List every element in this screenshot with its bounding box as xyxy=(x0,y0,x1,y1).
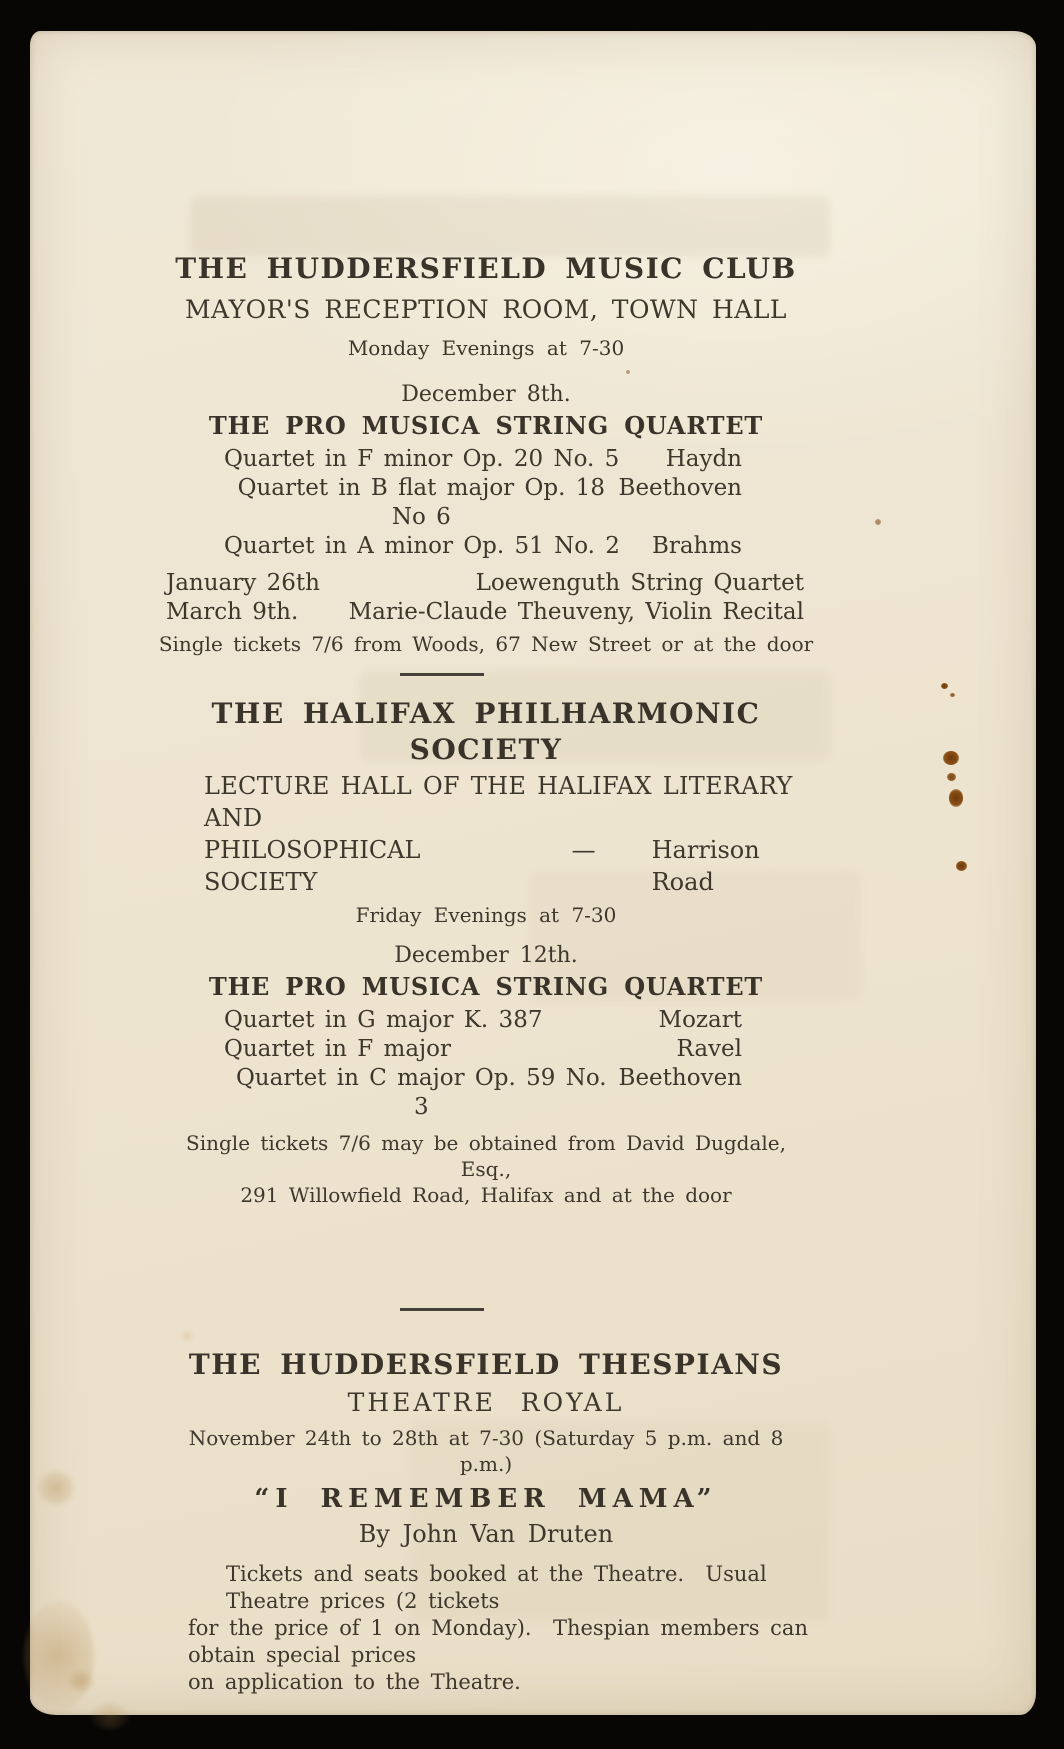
stain xyxy=(90,1703,130,1729)
philharmonic-venue-line1: LECTURE HALL OF THE HALIFAX LITERARY AND xyxy=(204,772,793,832)
work-title: Quartet in B flat major Op. 18 No 6 xyxy=(237,475,605,530)
philharmonic-event-date: December 12th. xyxy=(394,943,578,968)
music-club-programme xyxy=(158,445,814,561)
foxing-spot xyxy=(956,861,967,871)
upcoming-row xyxy=(166,598,804,627)
note-line: on application to the Theatre. xyxy=(188,1670,521,1694)
music-club-schedule: Monday Evenings at 7-30 xyxy=(347,336,625,360)
thespians-venue: THEATRE ROYAL xyxy=(347,1388,625,1417)
upcoming-date: January 26th xyxy=(166,570,320,596)
programme-row xyxy=(224,1006,742,1035)
upcoming-event: Loewenguth String Quartet xyxy=(475,570,804,596)
foxing-spot xyxy=(943,751,959,765)
philharmonic-schedule: Friday Evenings at 7-30 xyxy=(355,903,617,927)
philharmonic-venue-name: PHILOSOPHICAL SOCIETY xyxy=(204,836,421,896)
foxing-spot xyxy=(875,519,881,525)
work-title: Quartet in F major xyxy=(224,1036,452,1062)
philharmonic-section xyxy=(158,696,814,1208)
music-club-upcoming xyxy=(158,569,814,627)
em-dash: — xyxy=(571,836,596,864)
composer-name: Ravel xyxy=(676,1036,742,1062)
thespians-title: THE HUDDERSFIELD THESPIANS xyxy=(188,1348,784,1381)
play-author: By John Van Druten xyxy=(358,1520,614,1548)
philharmonic-venue-location: Harrison Road xyxy=(651,836,760,896)
thespians-dates: November 24th to 28th at 7-30 (Saturday 5 p.m. and 8 p.m.) xyxy=(188,1426,784,1476)
stain xyxy=(68,1671,94,1691)
play-title: “I REMEMBER MAMA” xyxy=(254,1484,718,1514)
philharmonic-tickets-line2: 291 Willowfield Road, Halifax and at the door xyxy=(240,1183,732,1207)
programme-row xyxy=(224,445,742,474)
composer-name: Haydn xyxy=(665,446,742,472)
philharmonic-event-title: THE PRO MUSICA STRING QUARTET xyxy=(208,972,764,1001)
music-club-title: THE HUDDERSFIELD MUSIC CLUB xyxy=(175,252,797,285)
philharmonic-tickets-line1: Single tickets 7/6 may be obtained from David Dugdale, Esq., xyxy=(186,1131,786,1181)
upcoming-event: Marie-Claude Theuveny, Violin Recital xyxy=(348,599,804,625)
programme-row xyxy=(224,1064,742,1122)
foxing-spot xyxy=(941,683,948,689)
upcoming-row xyxy=(166,569,804,598)
philharmonic-title: THE HALIFAX PHILHARMONIC SOCIETY xyxy=(211,697,761,766)
music-club-event-date: December 8th. xyxy=(401,382,571,407)
music-club-venue: MAYOR'S RECEPTION ROOM, TOWN HALL xyxy=(184,295,788,324)
stain xyxy=(180,1331,194,1341)
upcoming-date: March 9th. xyxy=(166,599,299,625)
note-line: for the price of 1 on Monday). Thespian members can obtain special prices xyxy=(188,1616,819,1667)
composer-name: Beethoven xyxy=(618,475,742,501)
foxing-spot xyxy=(950,693,955,697)
note-line: Tickets and seats booked at the Theatre. Usual Theatre prices (2 tickets xyxy=(226,1562,778,1613)
programme-row xyxy=(224,1035,742,1064)
section-divider xyxy=(400,673,484,676)
composer-name: Beethoven xyxy=(618,1065,742,1091)
foxing-spot xyxy=(626,370,630,374)
section-divider xyxy=(400,1308,484,1311)
music-club-tickets-note: Single tickets 7/6 from Woods, 67 New Street or at the door xyxy=(158,632,814,656)
thespians-booking-note xyxy=(158,1561,819,1696)
stain xyxy=(24,1601,94,1711)
music-club-event-title: THE PRO MUSICA STRING QUARTET xyxy=(208,411,764,440)
work-title: Quartet in F minor Op. 20 No. 5 xyxy=(224,446,620,472)
programme-content xyxy=(158,31,819,1696)
composer-name: Brahms xyxy=(651,533,742,559)
philharmonic-venue-line2 xyxy=(158,834,814,898)
work-title: Quartet in G major K. 387 xyxy=(224,1007,543,1033)
stain xyxy=(38,1471,74,1505)
music-club-section xyxy=(158,251,814,657)
foxing-spot xyxy=(949,789,963,807)
programme-row xyxy=(224,474,742,532)
work-title: Quartet in C major Op. 59 No. 3 xyxy=(235,1065,607,1120)
work-title: Quartet in A minor Op. 51 No. 2 xyxy=(224,533,620,559)
programme-row xyxy=(224,532,742,561)
thespians-section xyxy=(158,1347,819,1696)
philharmonic-programme xyxy=(158,1006,814,1122)
paper-sheet xyxy=(30,31,1036,1715)
foxing-spot xyxy=(947,773,956,781)
composer-name: Mozart xyxy=(658,1007,742,1033)
